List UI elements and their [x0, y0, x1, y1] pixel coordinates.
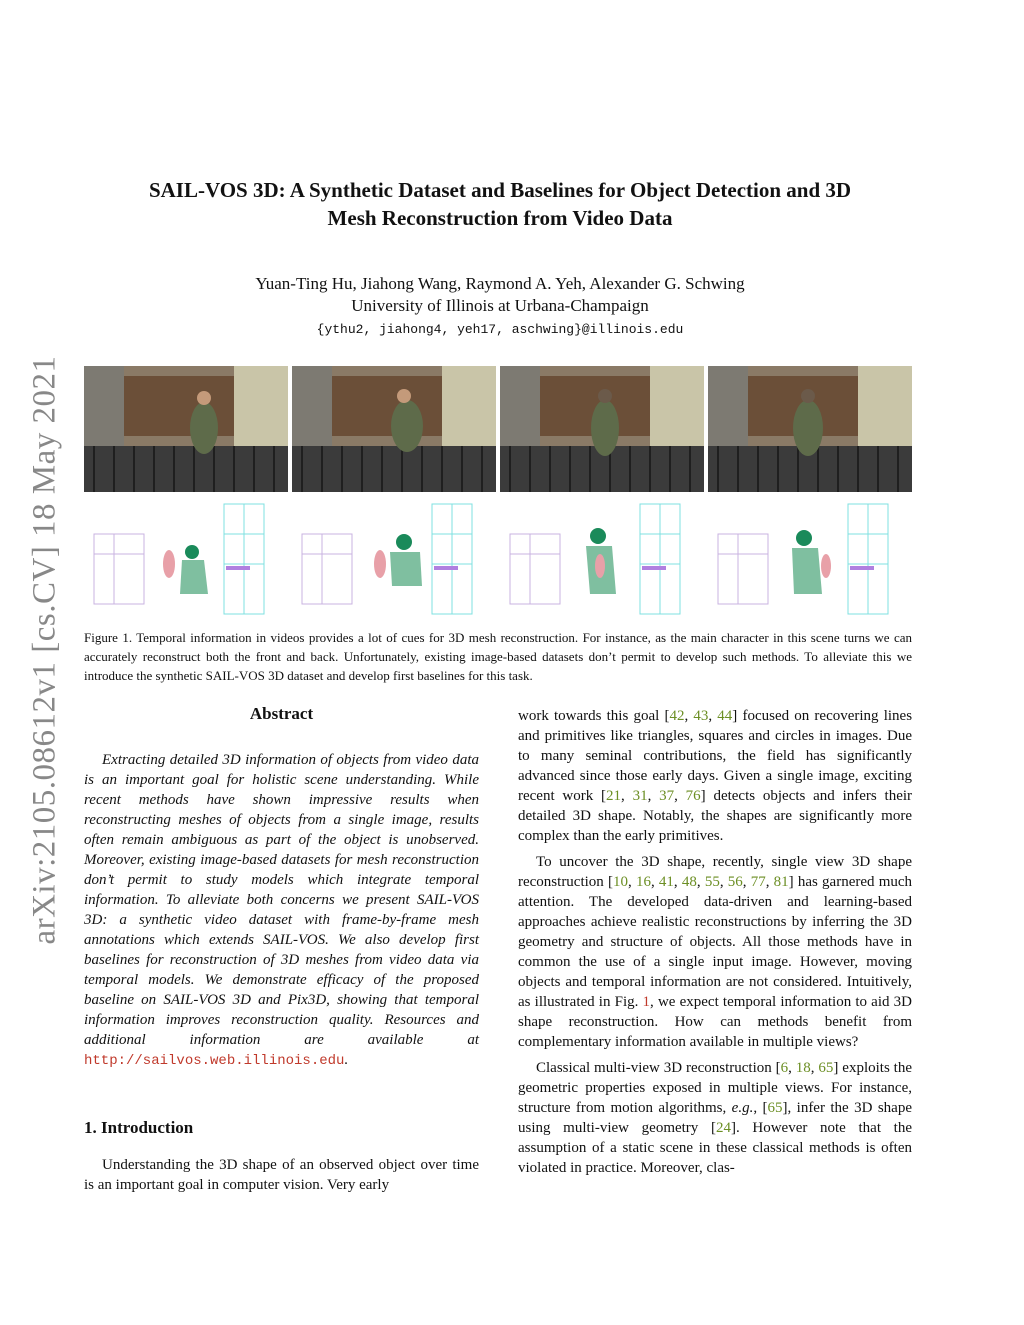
- citation-link[interactable]: 42: [669, 708, 685, 724]
- right-column: [518, 706, 912, 1178]
- citation-link[interactable]: 31: [632, 788, 648, 804]
- arxiv-sidebar: [20, 350, 70, 950]
- citation-link[interactable]: 41: [658, 874, 674, 890]
- figure-frame-3: [500, 366, 704, 492]
- arxiv-id: arXiv:2105.08612v1 [cs.CV] 18 May 2021: [26, 355, 63, 945]
- citation-link[interactable]: 16: [635, 874, 651, 890]
- citation-link[interactable]: 81: [773, 874, 789, 890]
- figure-caption: Figure 1. Temporal information in videos provides a lot of cues for 3D mesh reconstruction. For instance, as the main character in this scene turns we can accurately reconstruct both the front and back. Unfortunately, existing image-based datasets don’t permit to develop such methods. To alleviate this we introduce the synthetic SAIL-VOS 3D dataset and develop first baselines for this task.: [84, 630, 912, 683]
- citation-link[interactable]: 48: [681, 874, 697, 890]
- citation-link[interactable]: 43: [693, 708, 709, 724]
- intro-paragraph: [84, 1155, 479, 1195]
- title-line-2: Mesh Reconstruction from Video Data: [327, 206, 673, 230]
- authors: Yuan-Ting Hu, Jiahong Wang, Raymond A. Yeh, Alexander G. Schwing: [255, 274, 745, 293]
- paragraph-2: To uncover the 3D shape, recently, single view 3D shape reconstruction [10, 16, 41, 48, 55, 56, 77, 81] has garnered much attention. The developed data-driven and learning-based approaches achieve realistic reconstructions by inferring the 3D geometry and structure of objects. All those methods have in common the use of a single input image. However, moving objects and temporal information are not considered. Intuitively, as illustrated in Fig. 1, we expect temporal information to aid 3D shape reconstruction. How can methods benefit from complementary information available in multiple views?: [518, 854, 913, 1050]
- affiliation: University of Illinois at Urbana-Champaign: [351, 296, 649, 315]
- author-block: [80, 273, 920, 317]
- emails: {ythu2, jiahong4, yeh17, aschwing}@illinois.edu: [316, 322, 684, 337]
- paragraph-3: Classical multi-view 3D reconstruction [6, 18, 65] exploits the geometric properties exposed in multiple views. For instance, structure from motion algorithms, e.g., [65], infer the 3D shape using multi-view geometry [24]. However note that the assumption of a static scene in these classical methods is often violated in practice. Moreover, clas-: [518, 1060, 913, 1176]
- abstract-body: Extracting detailed 3D information of objects from video data is an important goal for holistic scene understanding. While recent methods have shown impressive results when reconstructing meshes of objects from a single image, results often remain ambiguous as part of the object is unobserved. Moreover, existing image-based datasets for mesh reconstruction don’t permit to study models which integrate temporal information. To alleviate both concerns we present SAIL-VOS 3D: a synthetic video dataset with frame-by-frame mesh annotations which extends SAIL-VOS. We also develop first baselines for reconstruction of 3D meshes from video data via temporal models. We demonstrate efficacy of the proposed baseline on SAIL-VOS 3D and Pix3D, showing that temporal information improves reconstruction quality. Resources and additional information are available at http://sailvos.web.illinois.edu.: [84, 752, 479, 1069]
- title-line-1: SAIL-VOS 3D: A Synthetic Dataset and Baselines for Object Detection and 3D: [148, 178, 852, 202]
- figure-frame-4: [708, 366, 912, 492]
- abstract-text: Extracting detailed 3D information of objects from video data is an important goal for holistic scene understanding. While recent methods have shown impressive results when reconstructing meshes of objects from a single image, results often remain ambiguous as part of the object is unobserved. Moreover, existing image-based datasets for mesh reconstruction don’t permit to study models which integrate temporal information. To alleviate both concerns we present SAIL-VOS 3D: a synthetic video dataset with frame-by-frame mesh annotations which extends SAIL-VOS. We also develop first baselines for reconstruction of 3D meshes from video data via temporal models. We demonstrate efficacy of the proposed baseline on SAIL-VOS 3D and Pix3D, showing that temporal information improves reconstruction quality. Resources and additional information are available at: [84, 752, 479, 1048]
- paper-title: [80, 176, 920, 232]
- citation-link[interactable]: 56: [727, 874, 743, 890]
- figure-mesh-1: [84, 494, 288, 622]
- citation-link[interactable]: 76: [685, 788, 701, 804]
- figure-link[interactable]: 1: [642, 994, 651, 1010]
- citation-link[interactable]: 44: [717, 708, 733, 724]
- figure-frame-1: [84, 366, 288, 492]
- citation-link[interactable]: 65: [818, 1060, 834, 1076]
- citation-link[interactable]: 6: [780, 1060, 789, 1076]
- citation-link[interactable]: 37: [659, 788, 675, 804]
- citation-link[interactable]: 55: [704, 874, 720, 890]
- project-url-link[interactable]: http://sailvos.web.illinois.edu: [84, 1053, 345, 1069]
- citation-link[interactable]: 10: [613, 874, 628, 890]
- figure-mesh-2: [292, 494, 496, 622]
- citation-link[interactable]: 18: [795, 1060, 811, 1076]
- citation-link[interactable]: 24: [715, 1120, 731, 1136]
- figure-mesh-4: [708, 494, 912, 622]
- paragraph-1: work towards this goal [42, 43, 44] focused on recovering lines and primitives like triangles, squares and circles in images. Due to many seminal contributions, the field has significantly advanced since those early days. Given a single image, exciting recent work [21, 31, 37, 76] detects objects and infers their detailed 3D shape. Notably, the shapes are significantly more complex than the early primitives.: [518, 708, 913, 844]
- citation-link[interactable]: 21: [606, 788, 622, 804]
- figure-frame-2: [292, 366, 496, 492]
- citation-link[interactable]: 77: [750, 874, 766, 890]
- abstract-heading: Abstract: [249, 704, 314, 723]
- intro-text: Understanding the 3D shape of an observed object over time is an important goal in computer vision. Very early: [84, 1157, 479, 1193]
- section-heading-introduction: 1. Introduction: [84, 1118, 194, 1137]
- citation-link[interactable]: 65: [767, 1100, 783, 1116]
- figure-mesh-3: [500, 494, 704, 622]
